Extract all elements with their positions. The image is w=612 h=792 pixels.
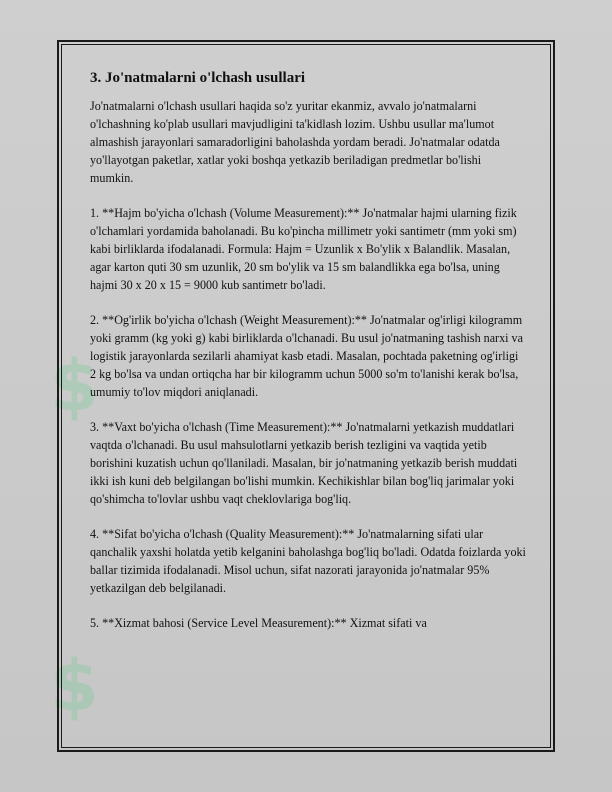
- watermark-logo-bottom: $: [50, 645, 99, 727]
- section-heading: 3. Jo'natmalarni o'lchash usullari: [90, 70, 306, 86]
- paragraph-volume: 1. **Hajm bo'yicha o'lchash (Volume Measurement):** Jo'natmalar hajmi ularning fizik o'lchamlari yordamida baholanadi. Bu ko'pincha millimetr yoki santimetr (mm yoki sm) kabi birliklarda ifodalanadi. Formula: Hajm = Uzunlik x Bo'ylik x Balandlik. Masalan, agar karton quti 30 sm uzunlik, 20 sm bo'ylik va 15 sm balandlikka ega bo'lsa, uning hajmi 30 x 20 x 15 = 9000 kub santimetr bo'ladi.: [90, 206, 517, 292]
- paragraph-service: 5. **Xizmat bahosi (Service Level Measurement):** Xizmat sifati va: [90, 616, 427, 630]
- document-body: [90, 70, 526, 649]
- paragraph-weight: 2. **Og'irlik bo'yicha o'lchash (Weight Measurement):** Jo'natmalar og'irligi kilogramm yoki gramm (kg yoki g) kabi birliklarda o'lchanadi. Bu usul jo'natmaning tashish narxi va logistik jarayonlarda sezilarli ahamiyat kasb etadi. Masalan, pochtada paketning og'irligi 2 kg bo'lsa va undan ortiqcha har bir kilogramm uchun 5000 so'm to'lanishi kerak bo'lsa, umumiy to'lov miqdori aniqlanadi.: [90, 313, 523, 399]
- paragraph-time: 3. **Vaxt bo'yicha o'lchash (Time Measurement):** Jo'natmalarni yetkazish muddatlari vaqtda o'lchanadi. Bu usul mahsulotlarni yetkazib berish tezligini va vaqtida yetib borishini kuzatish uchun qo'llaniladi. Masalan, bir jo'natmaning yetkazib berish muddati ikki ish kuni deb belgilangan bo'lishi mumkin. Kechikishlar bilan bog'liq jarimalar yoki qo'shimcha to'lovlar ushbu vaqt cheklovlariga bog'liq.: [90, 420, 518, 506]
- paragraph-intro: Jo'natmalarni o'lchash usullari haqida so'z yuritar ekanmiz, avvalo jo'natmalarni o'lchashning ko'plab usullari mavjudligini ta'kidlash lozim. Ushbu usullar ma'lumot almashish jarayonlari samaradorligini baholashda yordam beradi. Jo'natmalar odatda yo'llayotgan paketlar, xatlar yoki boshqa yetkazib beriladigan predmetlar bo'lishi mumkin.: [90, 99, 500, 185]
- watermark-logo-top: $: [50, 345, 99, 427]
- paragraph-quality: 4. **Sifat bo'yicha o'lchash (Quality Measurement):** Jo'natmalarning sifati ular qanchalik yaxshi holatda yetib kelganini baholashga bog'liq bo'ladi. Odatda foizlarda yoki ballar tizimida ifodalanadi. Misol uchun, sifat nazorati jarayonida jo'natmalar 95% yetkazilgan deb belgilanadi.: [90, 527, 526, 595]
